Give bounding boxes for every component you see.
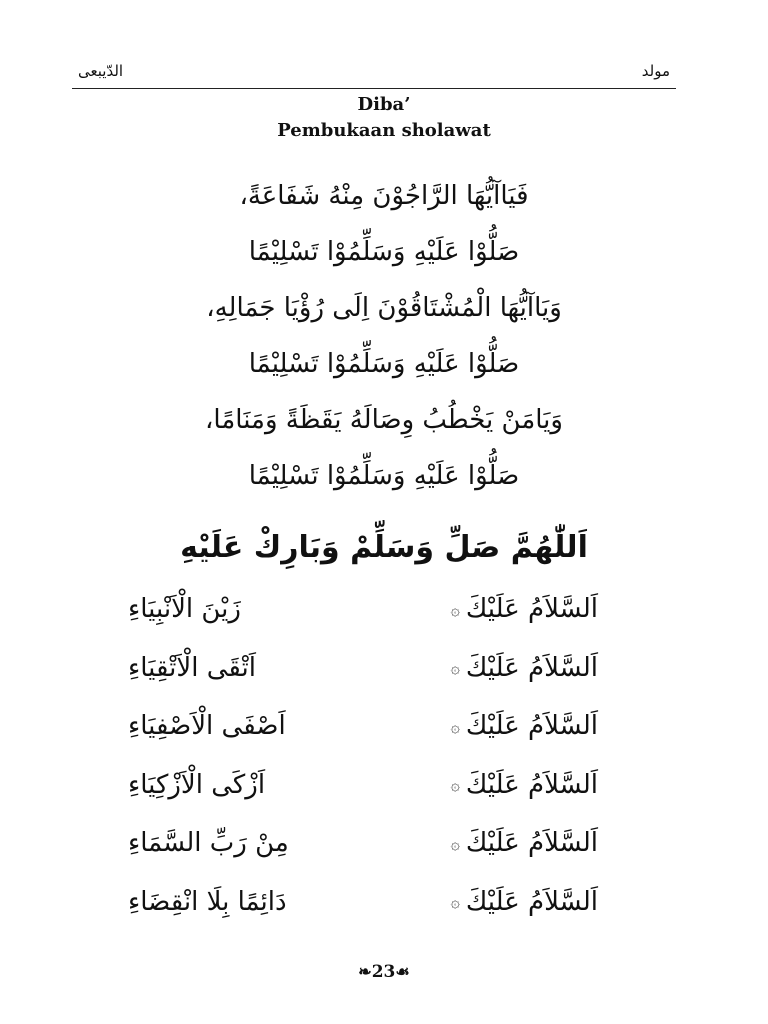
separator-ornament-icon: ۞ <box>450 775 460 795</box>
verse-line: وَيَامَنْ يَخْطُبُ وِصَالَهُ يَقَظَةً وَمَنَامًا، <box>205 405 563 435</box>
salam-epithet: زَيْنَ الْاَنْبِيَاءِ <box>128 594 241 625</box>
footer-ornament-left-icon: ❧ <box>358 962 372 981</box>
header-book-title: الدّيبعى <box>78 62 124 80</box>
salam-row <box>128 580 598 639</box>
verse-line: صَلُّوْا عَلَيْهِ وَسَلِّمُوْا تَسْلِيْمًا <box>248 237 520 267</box>
salam-epithet: دَائِمًا بِلَا انْقِضَاءِ <box>128 886 287 917</box>
separator-ornament-icon: ۞ <box>450 716 460 736</box>
salam-epithet: مِنْ رَبِّ السَّمَاءِ <box>128 828 289 859</box>
salam-row <box>128 873 598 932</box>
verse-line: صَلُّوْا عَلَيْهِ وَسَلِّمُوْا تَسْلِيْمًا <box>248 349 520 379</box>
verse-line: صَلُّوْا عَلَيْهِ وَسَلِّمُوْا تَسْلِيْمًا <box>248 461 520 491</box>
separator-ornament-icon: ۞ <box>450 833 460 853</box>
salam-greeting: اَلسَّلاَمُ عَلَيْكَ <box>465 711 598 742</box>
title-block <box>0 92 768 144</box>
opening-verses <box>0 168 768 504</box>
header-section-title: مولد <box>641 62 670 80</box>
salam-greeting: اَلسَّلاَمُ عَلَيْكَ <box>465 652 598 683</box>
page-header <box>72 58 676 89</box>
salam-greeting: اَلسَّلاَمُ عَلَيْكَ <box>465 886 598 917</box>
salam-greeting: اَلسَّلاَمُ عَلَيْكَ <box>465 594 598 625</box>
separator-ornament-icon: ۞ <box>450 658 460 678</box>
salam-epithet: اَزْكَى الْاَزْكِيَاءِ <box>128 769 266 800</box>
verse-line: وَيَاآيُّهَا الْمُشْتَاقُوْنَ اِلَى رُؤْيَا جَمَالِهِ، <box>206 293 562 323</box>
salam-row <box>128 697 598 756</box>
salam-greeting: اَلسَّلاَمُ عَلَيْكَ <box>465 769 598 800</box>
salawat-heading: اَللّٰهُمَّ صَلِّ وَسَلِّمْ وَبَارِكْ عَلَيْهِ <box>180 530 588 565</box>
salam-row <box>128 639 598 698</box>
title-subtitle: Pembukaan sholawat <box>277 120 491 141</box>
salam-greeting: اَلسَّلاَمُ عَلَيْكَ <box>465 828 598 859</box>
salam-row <box>128 756 598 815</box>
separator-ornament-icon: ۞ <box>450 599 460 619</box>
separator-ornament-icon: ۞ <box>450 892 460 912</box>
salam-list <box>128 580 598 931</box>
footer-ornament-right-icon: ☙ <box>395 962 410 981</box>
salam-epithet: اَتْقَى الْاَتْقِيَاءِ <box>128 652 256 683</box>
salam-row <box>128 814 598 873</box>
page-footer <box>0 962 768 982</box>
title-main: Diba’ <box>357 94 411 115</box>
page-number: 23 <box>371 962 396 982</box>
verse-line: فَيَاآيُّهَا الرَّاجُوْنَ مِنْهُ شَفَاعَةً، <box>239 181 529 211</box>
salam-epithet: اَصْفَى الْاَصْفِيَاءِ <box>128 711 286 742</box>
